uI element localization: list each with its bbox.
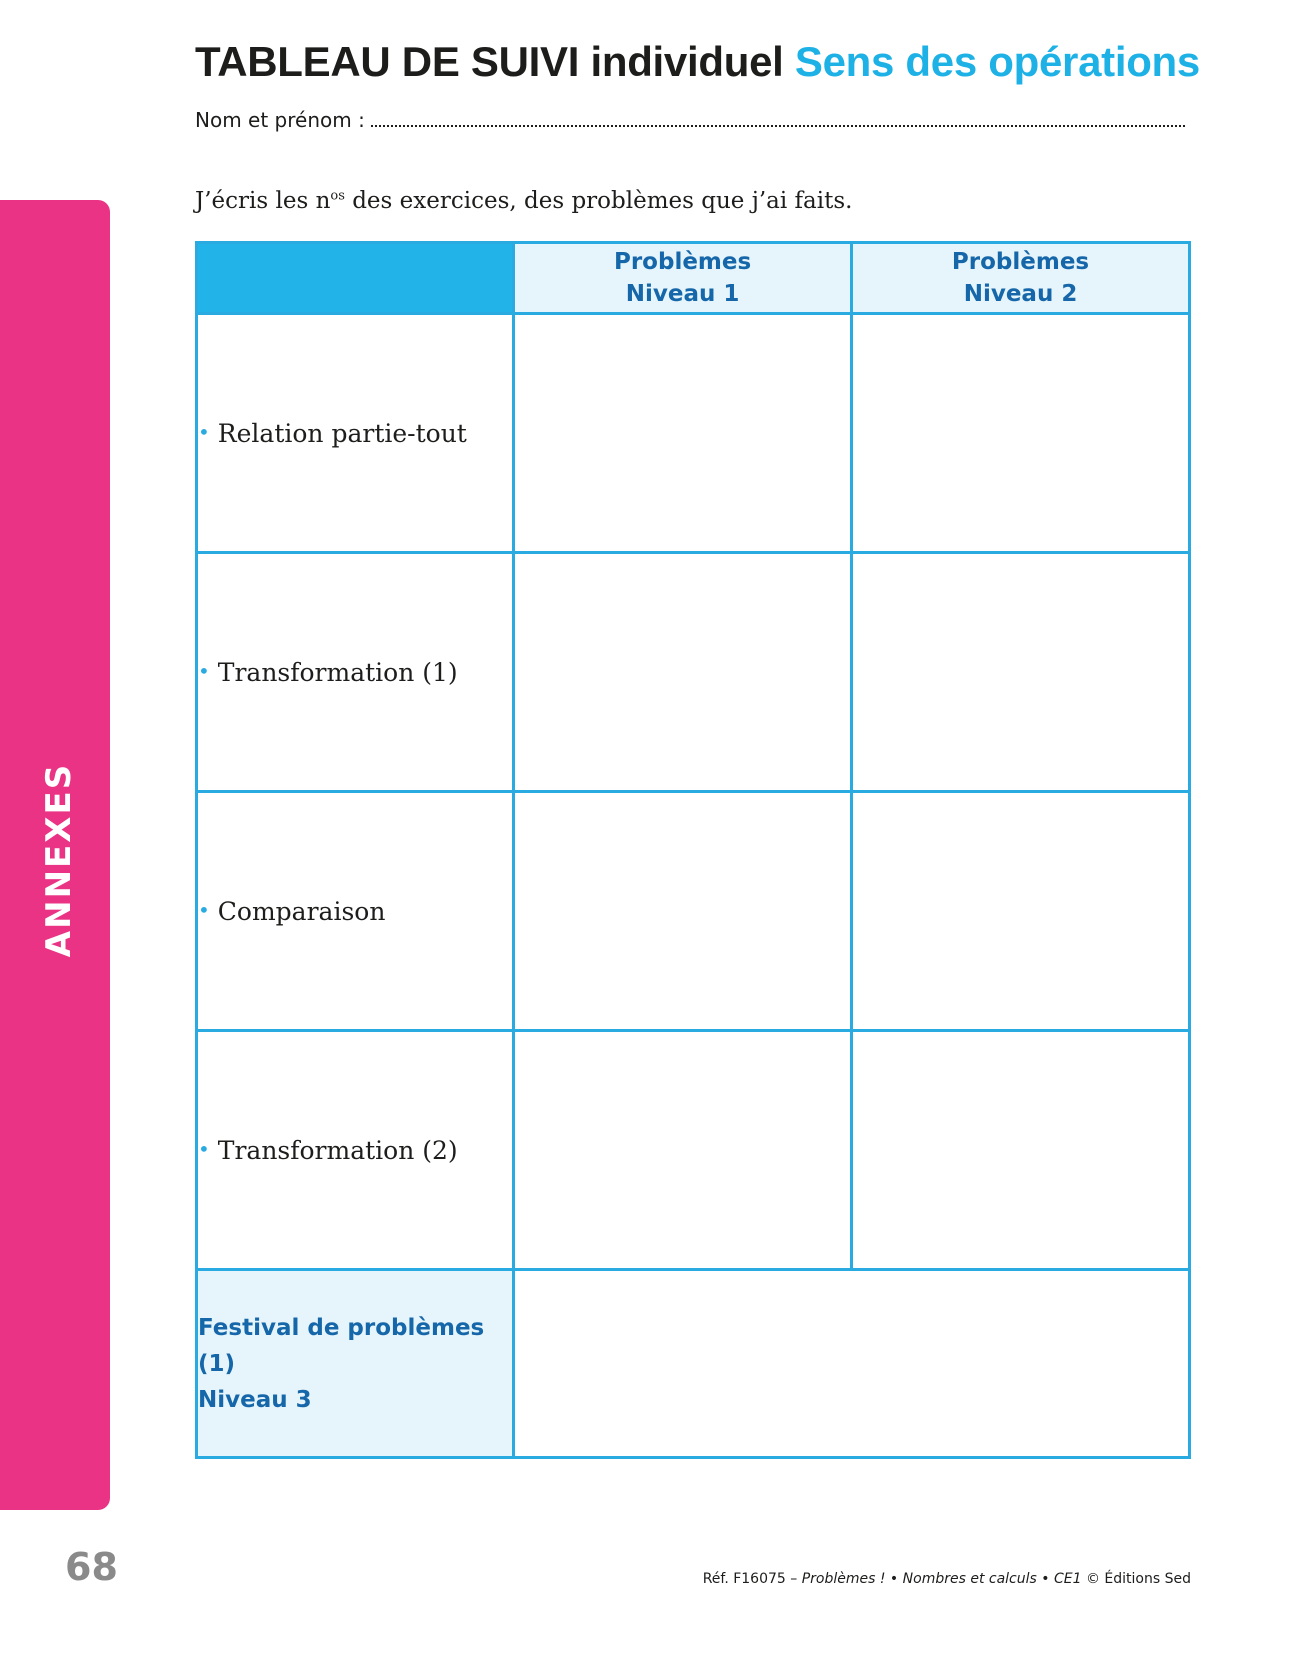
- row-label-relation-partie-tout: [197, 314, 514, 553]
- page-title-main: TABLEAU DE SUIVI individuel: [195, 38, 784, 85]
- table-row: [197, 314, 1190, 553]
- footer-ref-level: CE1: [1053, 1571, 1082, 1587]
- column-header-line1: Problèmes: [951, 249, 1090, 275]
- write-cell-niveau-2[interactable]: [852, 1031, 1190, 1270]
- instruction-superscript: os: [330, 188, 345, 204]
- festival-line2: Niveau 3: [198, 1386, 312, 1413]
- write-cell-niveau-1[interactable]: [514, 314, 852, 553]
- footer-sep: •: [1036, 1571, 1054, 1587]
- festival-line1: Festival de problèmes (1): [198, 1314, 485, 1377]
- footer-ref-prefix: Réf. F16075 –: [702, 1571, 802, 1587]
- row-label-text: Transformation (1): [217, 657, 458, 687]
- row-label-text: Transformation (2): [217, 1135, 458, 1165]
- footer-reference: [703, 1571, 1191, 1587]
- footer-ref-title: Problèmes !: [801, 1571, 886, 1587]
- row-label-comparaison: [197, 792, 514, 1031]
- row-label-text: Relation partie-tout: [217, 418, 467, 448]
- footer-ref-subject: Nombres et calculs: [902, 1571, 1037, 1587]
- write-cell-niveau-1[interactable]: [514, 553, 852, 792]
- row-label-text: Comparaison: [217, 896, 386, 926]
- write-cell-niveau-1[interactable]: [514, 792, 852, 1031]
- name-field-label: Nom et prénom :: [195, 108, 365, 132]
- name-field-dotted-line[interactable]: [371, 109, 1185, 127]
- footer-ref-suffix: © Éditions Sed: [1081, 1571, 1191, 1587]
- row-label-transformation-2: [197, 1031, 514, 1270]
- page-title: [195, 38, 1200, 86]
- instruction-part1: J’écris les n: [195, 188, 331, 214]
- write-cell-niveau-2[interactable]: [852, 792, 1190, 1031]
- bullet-icon: •: [198, 419, 210, 444]
- page-number: 68: [65, 1545, 118, 1589]
- name-field[interactable]: [195, 108, 1185, 132]
- page-title-accent: Sens des opérations: [794, 38, 1200, 85]
- bullet-icon: •: [198, 1136, 210, 1161]
- tracking-table: [195, 241, 1191, 1459]
- footer-sep: •: [885, 1571, 903, 1587]
- festival-label-cell: [197, 1270, 514, 1458]
- side-tab-label: ANNEXES: [39, 762, 79, 958]
- bullet-icon: •: [198, 897, 210, 922]
- bullet-icon: •: [198, 658, 210, 683]
- write-cell-niveau-2[interactable]: [852, 553, 1190, 792]
- table-row: [197, 792, 1190, 1031]
- column-header-line2: Niveau 1: [625, 281, 740, 307]
- column-header-niveau-1: [514, 243, 852, 314]
- column-header-line1: Problèmes: [613, 249, 752, 275]
- write-cell-niveau-2[interactable]: [852, 314, 1190, 553]
- row-label-transformation-1: [197, 553, 514, 792]
- write-cell-niveau-1[interactable]: [514, 1031, 852, 1270]
- table-corner-cell: [197, 243, 514, 314]
- instruction-part2: des exercices, des problèmes que j’ai faits.: [344, 188, 853, 214]
- write-cell-festival[interactable]: [514, 1270, 1190, 1458]
- column-header-niveau-2: [852, 243, 1190, 314]
- table-row: [197, 1031, 1190, 1270]
- table-header-row: [197, 243, 1190, 314]
- column-header-line2: Niveau 2: [963, 281, 1078, 307]
- table-row-festival: [197, 1270, 1190, 1458]
- table-row: [197, 553, 1190, 792]
- instruction-text: [195, 188, 852, 214]
